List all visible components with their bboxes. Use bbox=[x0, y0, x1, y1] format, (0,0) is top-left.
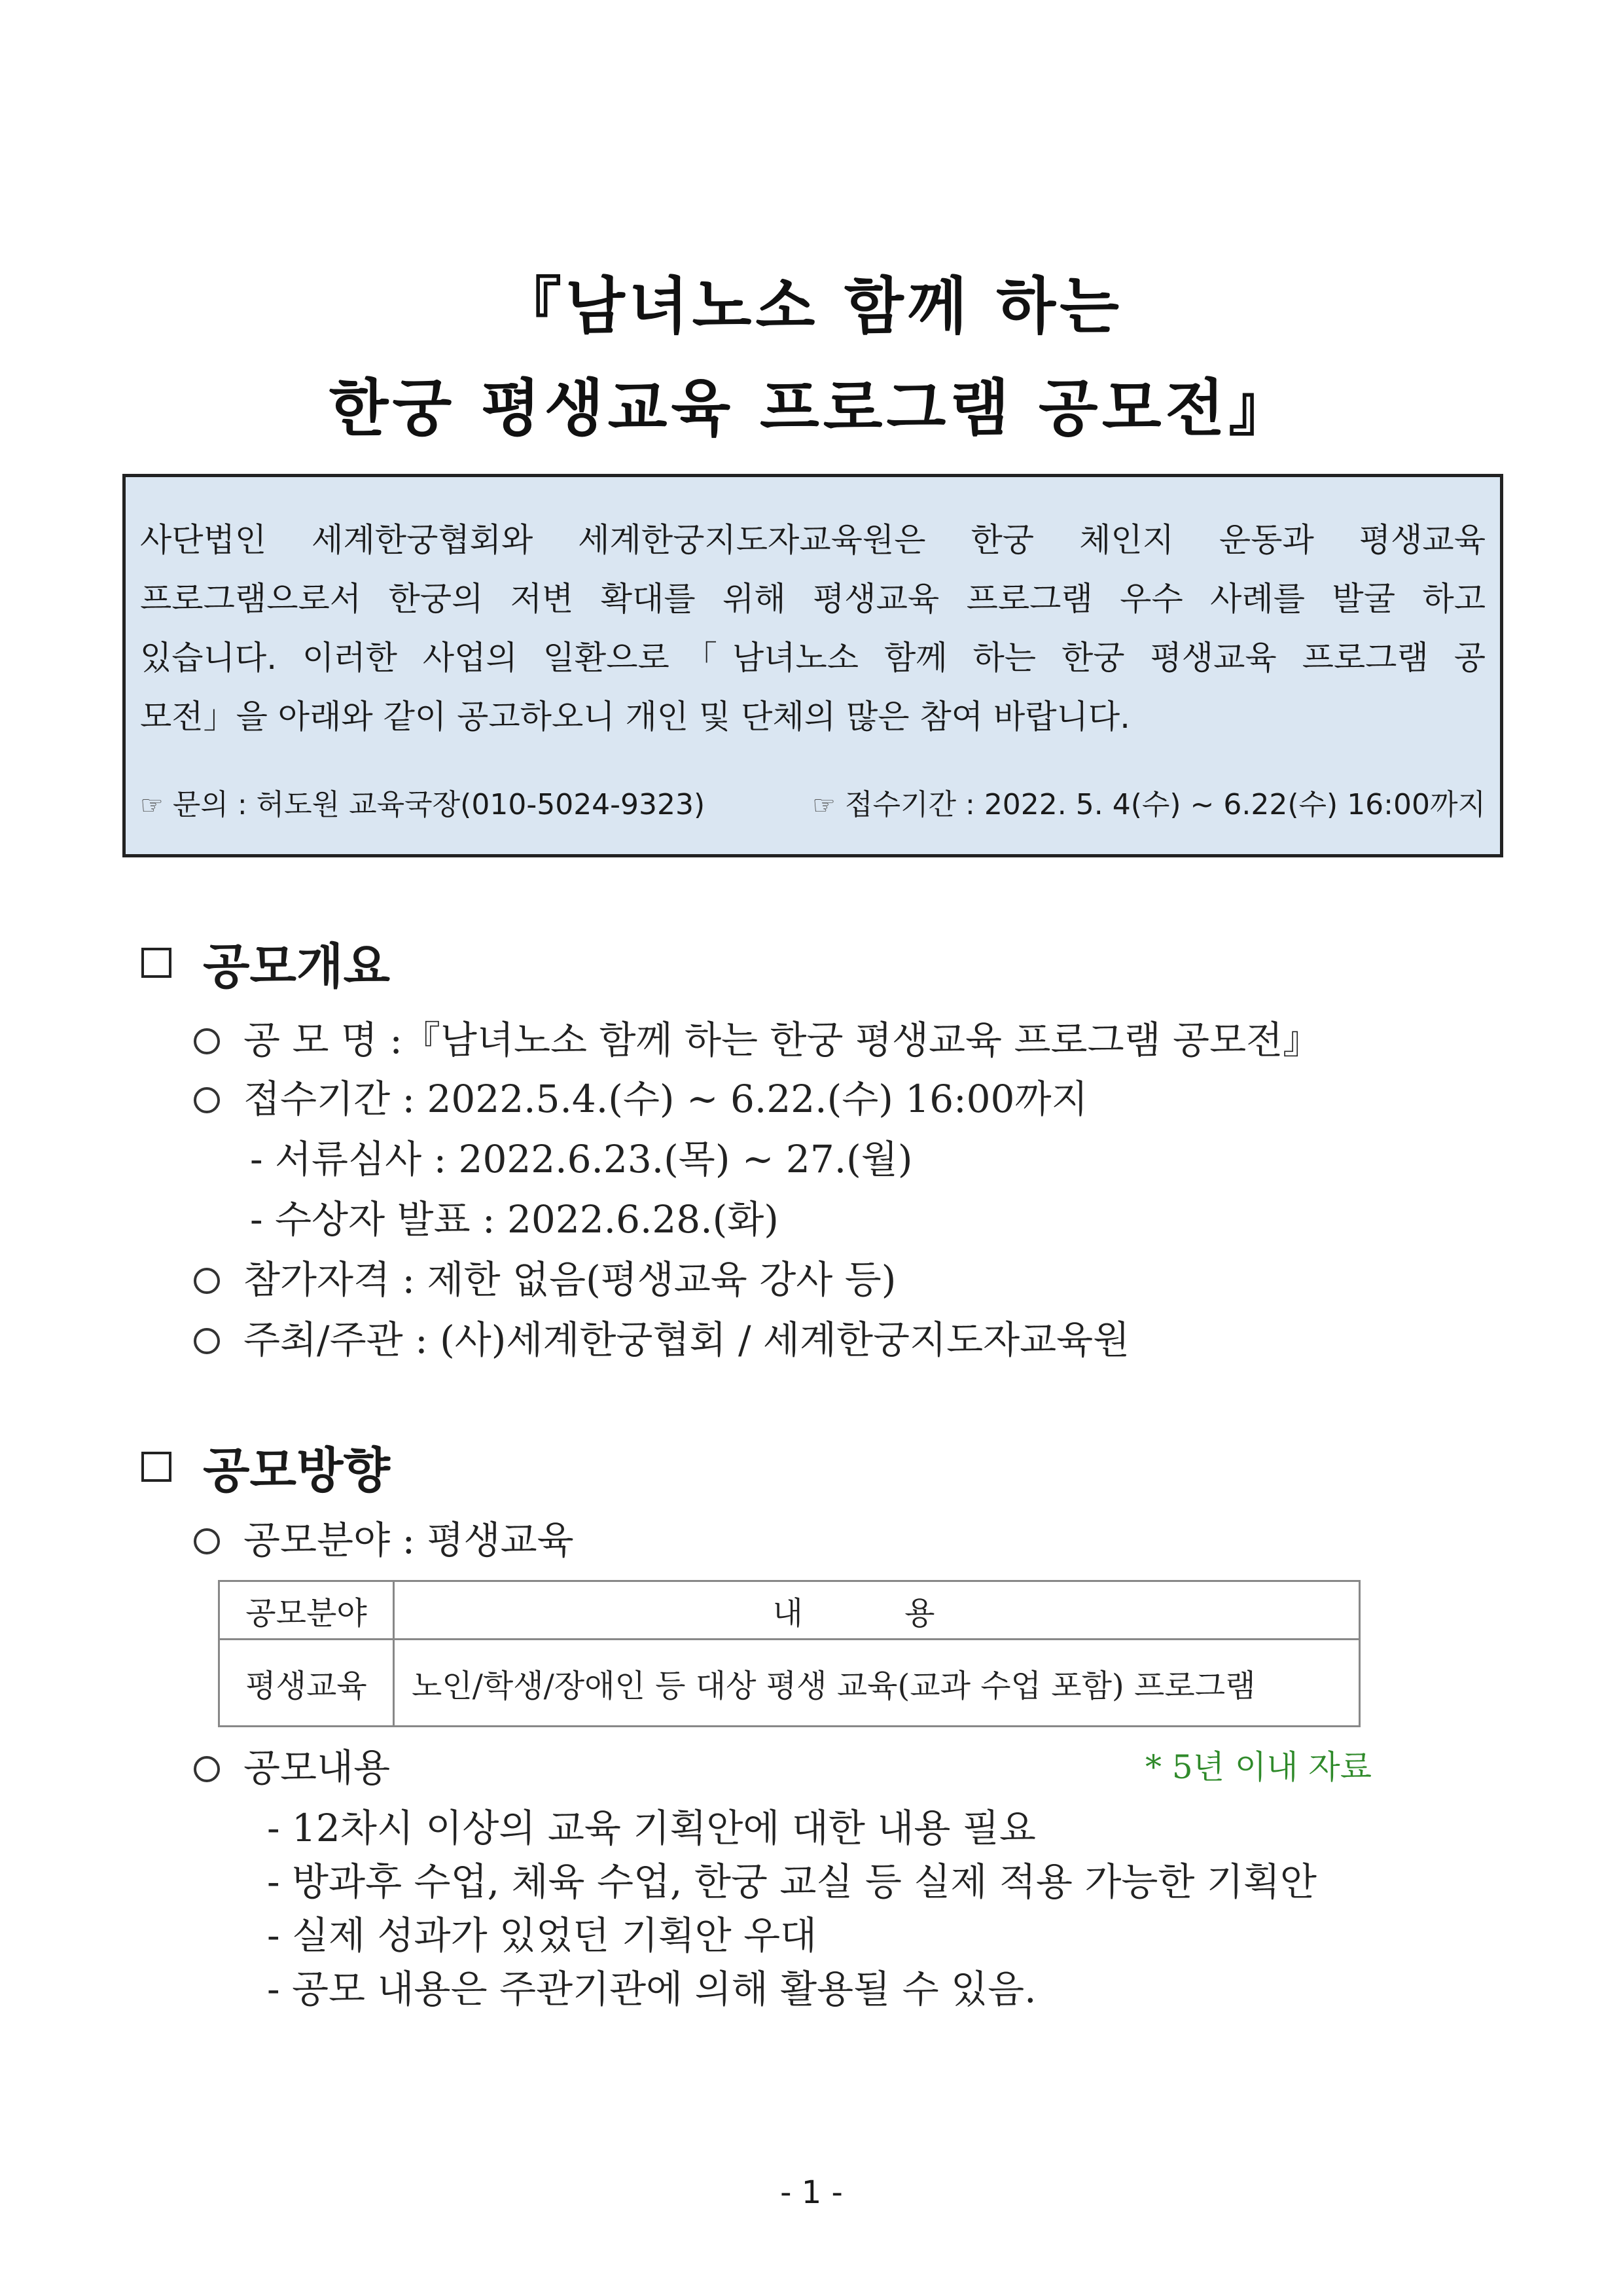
page-number: - 1 - bbox=[780, 2174, 843, 2211]
pointing-hand-icon: ☞ bbox=[812, 791, 836, 821]
section-heading-text: 공모개요 bbox=[203, 939, 390, 995]
notice-line-1: 사단법인 세계한궁협회와 세계한궁지도자교육원은 한궁 체인지 운동과 평생교육 bbox=[140, 521, 1486, 559]
list-item-field bbox=[194, 1509, 574, 1564]
notice-contact-row bbox=[140, 781, 1486, 823]
notice-box bbox=[122, 474, 1503, 857]
circle-bullet-icon bbox=[194, 1028, 220, 1054]
checkbox-square-icon bbox=[141, 948, 171, 978]
circle-bullet-icon bbox=[194, 1087, 220, 1113]
notice-line-4: 모전」을 아래와 같이 공고하오니 개인 및 단체의 많은 참여 바랍니다. bbox=[140, 698, 1131, 736]
table-row bbox=[219, 1640, 1360, 1727]
contact-text: 문의 : 허도원 교육국장(010-5024-9323) bbox=[172, 788, 705, 821]
section-heading-text: 공모방향 bbox=[203, 1443, 390, 1499]
period-info bbox=[812, 781, 1486, 823]
notice-line-3: 있습니다. 이러한 사업의 일환으로「남녀노소 함께 하는 한궁 평생교육 프로그램 공 bbox=[140, 639, 1486, 677]
table-cell: 노인/학생/장애인 등 대상 평생 교육(교과 수업 포함) 프로그램 bbox=[394, 1640, 1360, 1727]
circle-bullet-icon bbox=[194, 1756, 220, 1782]
period-note: * 5년 이내 자료 bbox=[1145, 1748, 1372, 1786]
list-item-text: 참가자격 : 제한 없음(평생교육 강사 등) bbox=[243, 1257, 897, 1302]
sub-item-announcement: - 수상자 발표 : 2022.6.28.(화) bbox=[250, 1197, 779, 1242]
circle-bullet-icon bbox=[194, 1268, 220, 1294]
table-header-cell: 공모분야 bbox=[219, 1581, 394, 1640]
checkbox-square-icon bbox=[141, 1452, 171, 1482]
list-item-text: 주최/주관 : (사)세계한궁협회 / 세계한궁지도자교육원 bbox=[243, 1318, 1130, 1362]
circle-bullet-icon bbox=[194, 1328, 220, 1354]
list-item-content bbox=[194, 1737, 390, 1792]
table-header-row bbox=[219, 1581, 1360, 1640]
sub-item-review: - 서류심사 : 2022.6.23.(목) ~ 27.(월) bbox=[250, 1137, 913, 1181]
list-item-text: 공모분야 : 평생교육 bbox=[243, 1518, 574, 1562]
content-line-3: - 실제 성과가 있었던 기획안 우대 bbox=[267, 1913, 817, 1958]
circle-bullet-icon bbox=[194, 1528, 220, 1554]
list-item-period bbox=[194, 1068, 1088, 1123]
content-line-1: - 12차시 이상의 교육 기획안에 대한 내용 필요 bbox=[267, 1806, 1036, 1850]
table-cell: 평생교육 bbox=[219, 1640, 394, 1727]
list-item-host bbox=[194, 1309, 1130, 1364]
list-item-text: 공 모 명 :『남녀노소 함께 하는 한궁 평생교육 프로그램 공모전』 bbox=[243, 1018, 1321, 1062]
content-line-4: - 공모 내용은 주관기관에 의해 활용될 수 있음. bbox=[267, 1967, 1037, 2011]
list-item-eligibility bbox=[194, 1249, 896, 1304]
content-line-2: - 방과후 수업, 체육 수업, 한궁 교실 등 실제 적용 가능한 기획안 bbox=[267, 1859, 1317, 1904]
section-heading-overview bbox=[141, 928, 390, 997]
title-line-1: 『남녀노소 함께 하는 bbox=[500, 271, 1123, 342]
table-header-cell: 내 용 bbox=[394, 1581, 1360, 1640]
title-line-2: 한궁 평생교육 프로그램 공모전』 bbox=[329, 373, 1294, 444]
period-text: 접수기간 : 2022. 5. 4(수) ~ 6.22(수) 16:00까지 bbox=[845, 788, 1486, 821]
pointing-hand-icon: ☞ bbox=[140, 791, 164, 821]
section-heading-direction bbox=[141, 1432, 390, 1501]
list-item-contest-name bbox=[194, 1009, 1321, 1064]
contact-info bbox=[140, 781, 705, 823]
field-table bbox=[218, 1580, 1361, 1727]
list-item-text: 공모내용 bbox=[243, 1746, 391, 1790]
notice-line-2: 프로그램으로서 한궁의 저변 확대를 위해 평생교육 프로그램 우수 사례를 발굴 하고 bbox=[140, 580, 1486, 618]
list-item-text: 접수기간 : 2022.5.4.(수) ~ 6.22.(수) 16:00까지 bbox=[243, 1077, 1088, 1121]
